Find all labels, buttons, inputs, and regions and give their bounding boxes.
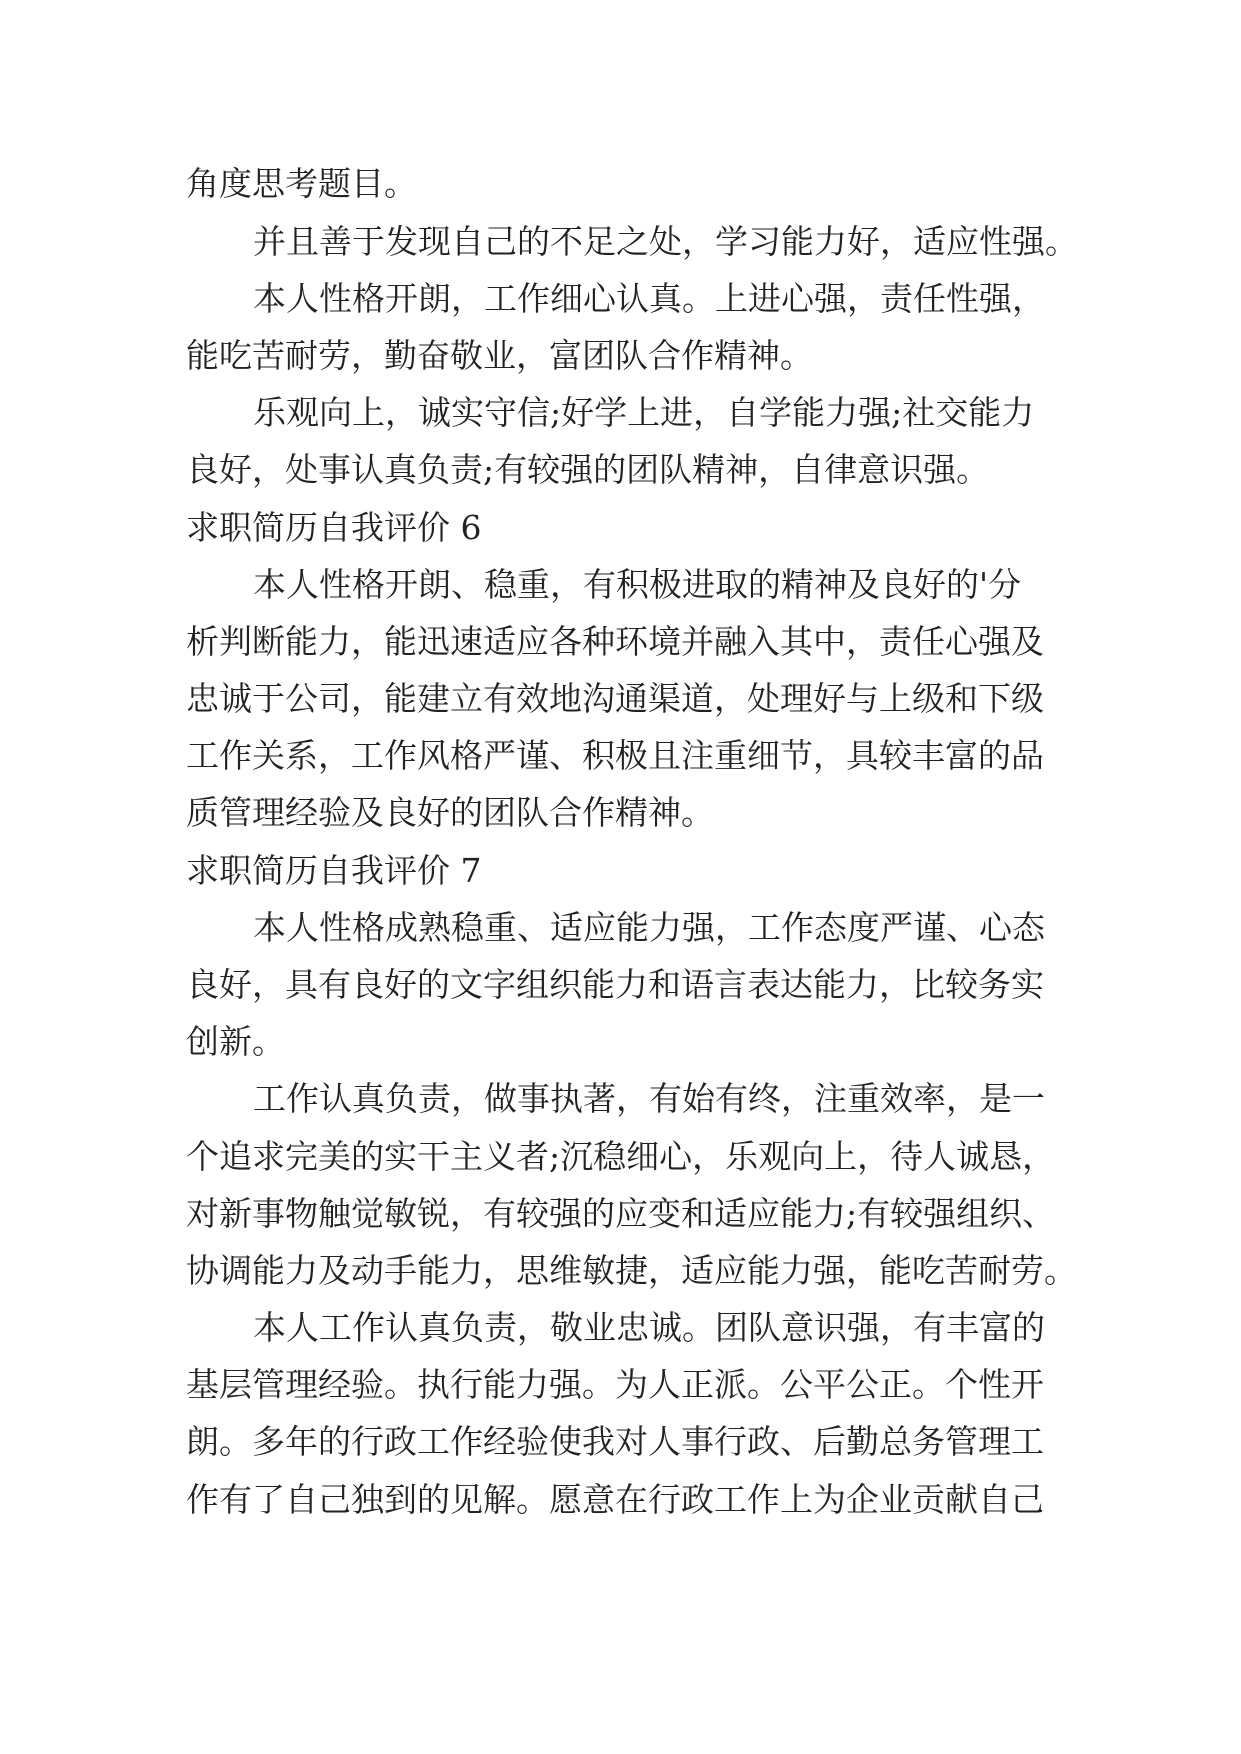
section-heading: 求职简历自我评价 7 [186,851,482,890]
body-text-line: 协调能力及动手能力，思维敏捷，适应能力强，能吃苦耐劳。 [186,1251,1077,1290]
paragraph-first-line: 本人工作认真负责，敬业忠诚。团队意识强，有丰富的 [253,1308,1045,1347]
body-text-line: 创新。 [186,1022,285,1061]
body-text-line: 角度思考题目。 [186,164,417,203]
body-text-line: 良好，具有良好的文字组织能力和语言表达能力，比较务实 [186,965,1044,1004]
body-text-line: 析判断能力，能迅速适应各种环境并融入其中，责任心强及 [186,622,1044,661]
body-text-line: 忠诚于公司，能建立有效地沟通渠道，处理好与上级和下级 [186,679,1044,718]
body-text-line: 良好，处事认真负责;有较强的团队精神，自律意识强。 [186,450,990,489]
paragraph-first-line: 乐观向上，诚实守信;好学上进，自学能力强;社交能力 [253,393,1035,432]
paragraph-first-line: 本人性格开朗、稳重，有积极进取的精神及良好的'分 [253,565,1022,604]
paragraph-first-line: 并且善于发现自己的不足之处，学习能力好，适应性强。 [253,222,1078,261]
body-text-line: 朗。多年的行政工作经验使我对人事行政、后勤总务管理工 [186,1422,1044,1461]
paragraph-first-line: 工作认真负责，做事执著，有始有终，注重效率，是一 [253,1079,1045,1118]
paragraph-first-line: 本人性格开朗，工作细心认真。上进心强，责任性强， [253,279,1045,318]
body-text-line: 能吃苦耐劳，勤奋敬业，富团队合作精神。 [186,336,813,375]
body-text-line: 工作关系，工作风格严谨、积极且注重细节，具较丰富的品 [186,736,1044,775]
body-text-line: 作有了自己独到的见解。愿意在行政工作上为企业贡献自己 [186,1480,1044,1519]
body-text-line: 对新事物触觉敏锐，有较强的应变和适应能力;有较强组织、 [186,1194,1056,1233]
paragraph-first-line: 本人性格成熟稳重、适应能力强，工作态度严谨、心态 [253,908,1045,947]
body-text-line: 个追求完美的实干主义者;沉稳细心，乐观向上，待人诚恳， [186,1137,1056,1176]
body-text-line: 质管理经验及良好的团队合作精神。 [186,793,714,832]
body-text-line: 基层管理经验。执行能力强。为人正派。公平公正。个性开 [186,1365,1044,1404]
section-heading: 求职简历自我评价 6 [186,508,482,547]
